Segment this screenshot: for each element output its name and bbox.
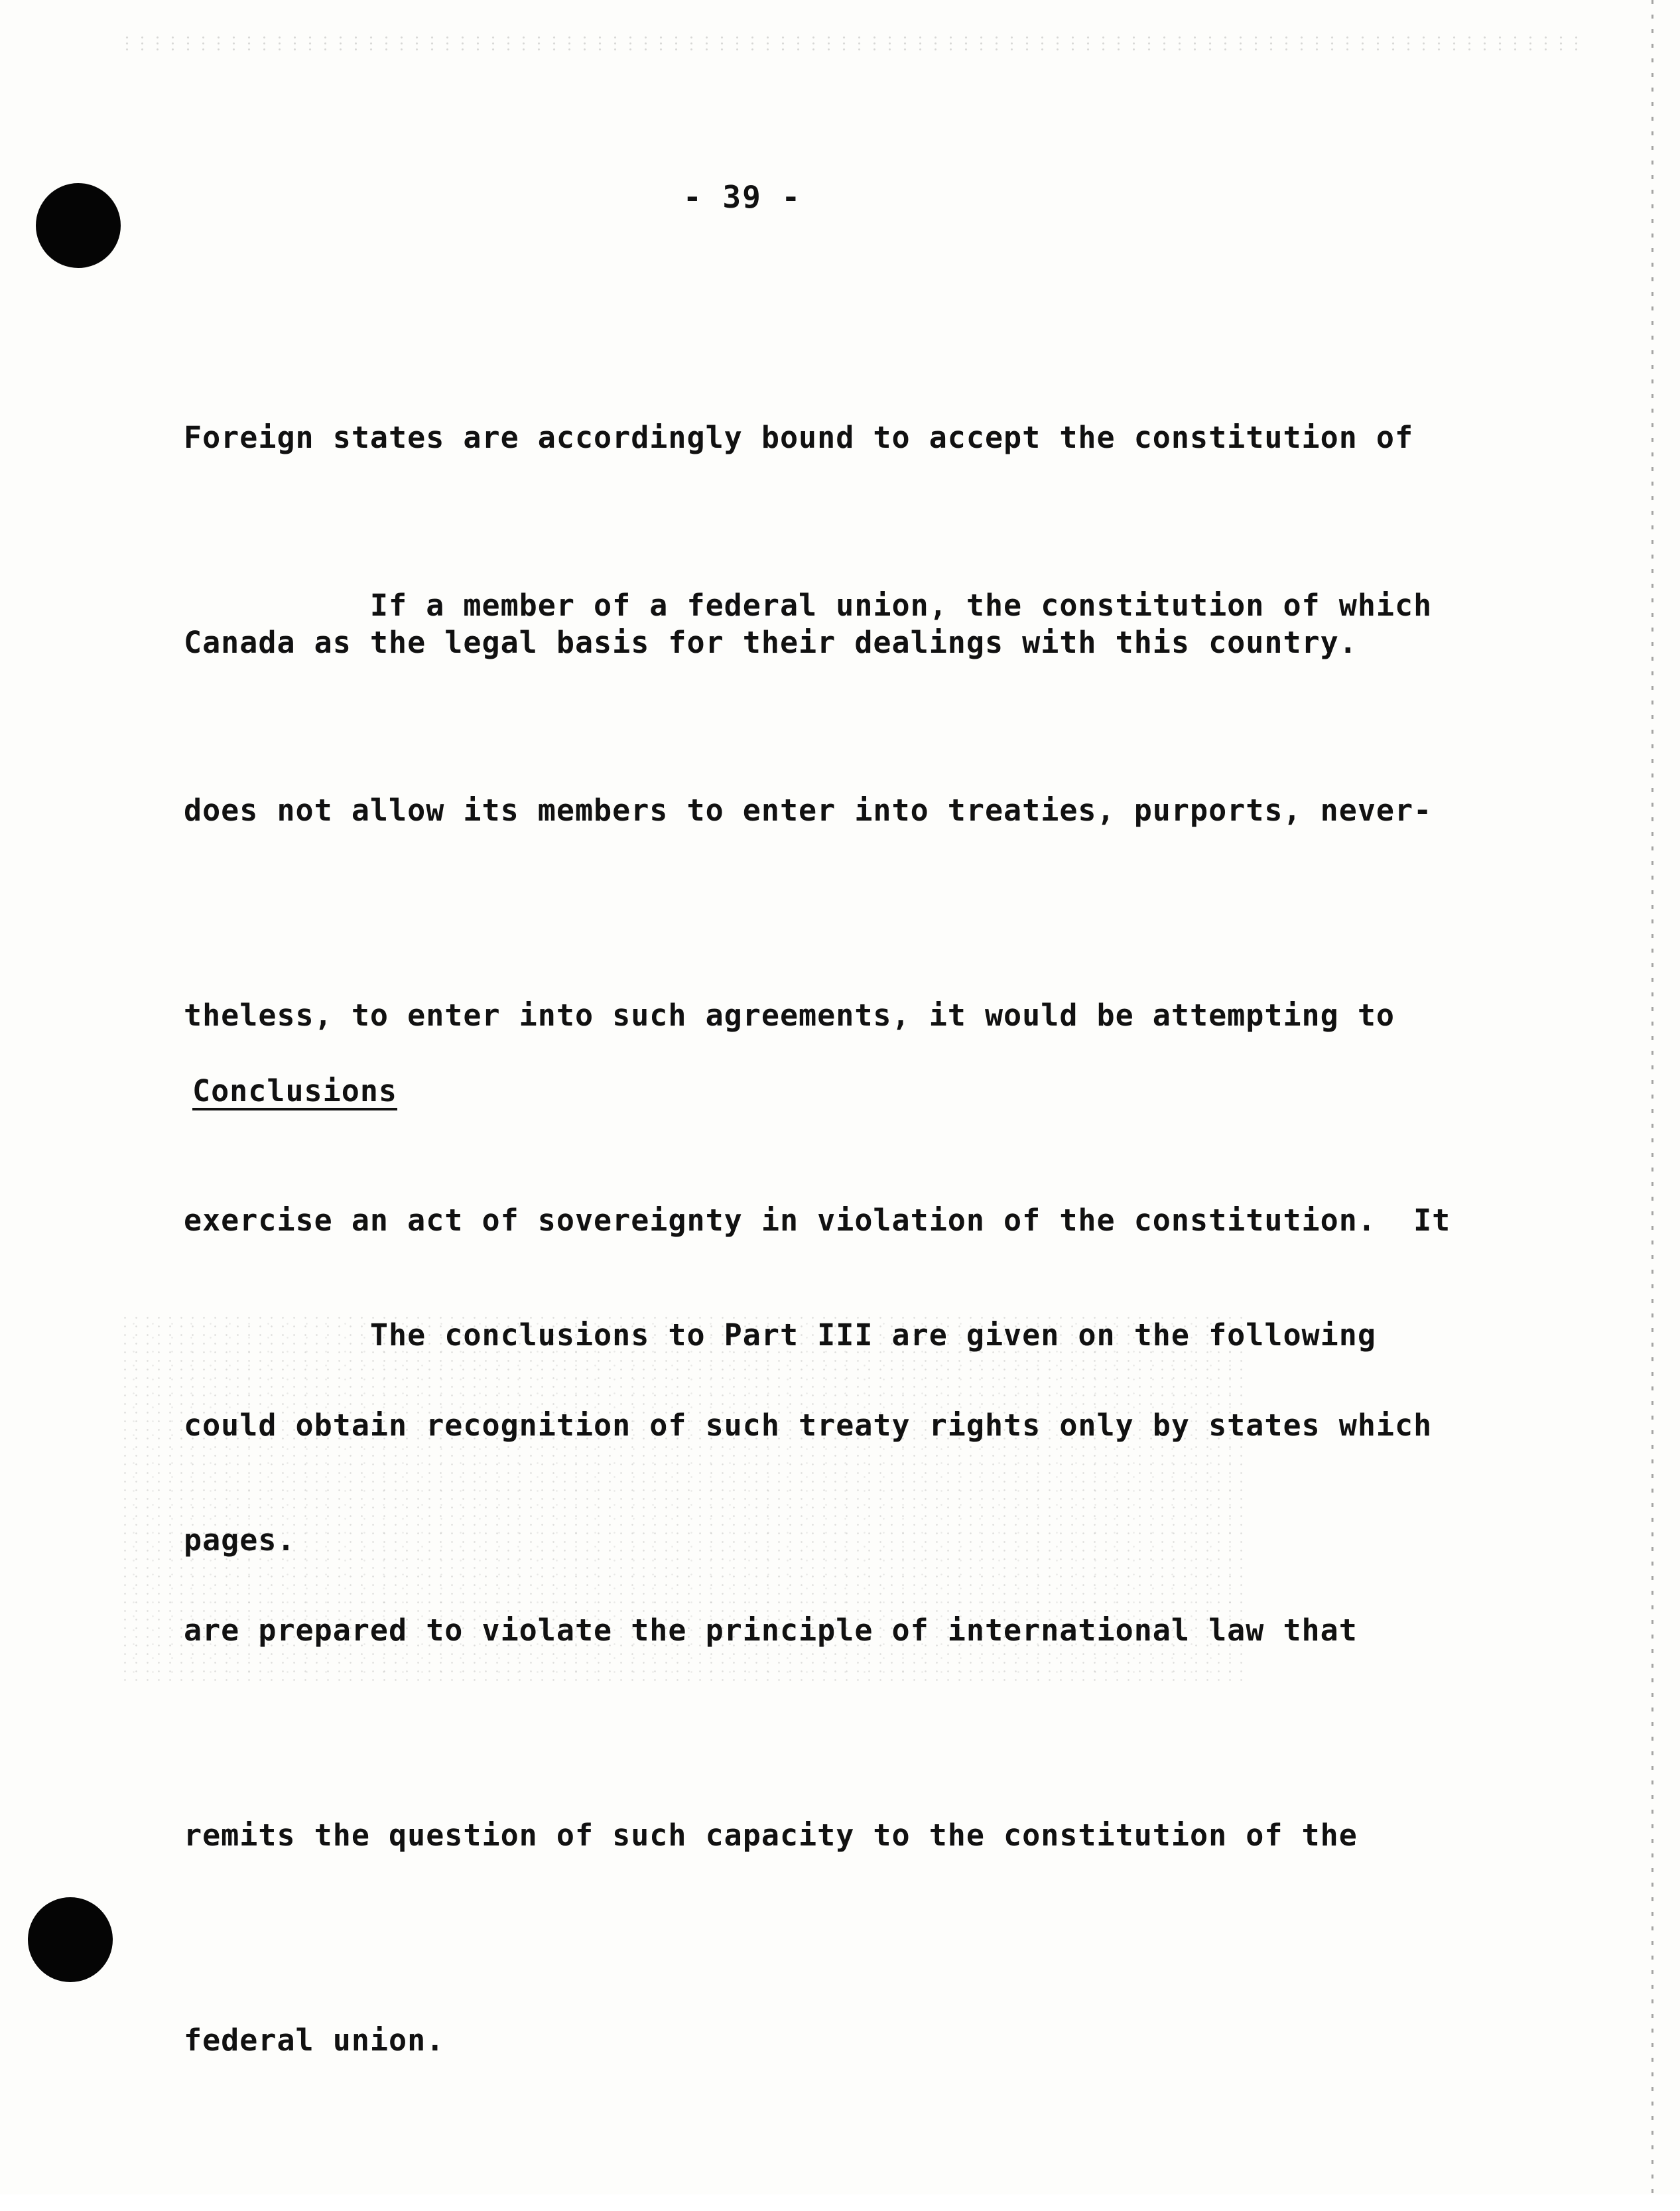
text-line: theless, to enter into such agreements, it would be attempting to bbox=[184, 998, 1395, 1033]
text-line: could obtain recognition of such treaty rights only by states which bbox=[184, 1408, 1433, 1443]
page-edge bbox=[1651, 0, 1653, 2194]
punch-hole-top bbox=[36, 183, 121, 268]
text-line: Canada as the legal basis for their dealings with this country. bbox=[184, 625, 1358, 660]
text-line: federal union. bbox=[184, 2023, 445, 2058]
text-line: pages. bbox=[184, 1522, 296, 1558]
text-line: are prepared to violate the principle of international law that bbox=[184, 1613, 1358, 1648]
text-line: remits the question of such capacity to the constitution of the bbox=[184, 1818, 1358, 1853]
section-heading: Conclusions bbox=[192, 1073, 398, 1108]
text-line: Foreign states are accordingly bound to accept the constitution of bbox=[184, 420, 1414, 455]
paragraph-3 bbox=[184, 1164, 1563, 1711]
text-line: If a member of a federal union, the constitution of which bbox=[184, 588, 1433, 623]
page-number: - 39 - bbox=[683, 179, 802, 215]
scan-noise bbox=[119, 34, 1579, 54]
text-line: does not allow its members to enter into treaties, purports, never- bbox=[184, 793, 1433, 828]
punch-hole-bottom bbox=[28, 1897, 113, 1982]
text-line: The conclusions to Part III are given on the following bbox=[184, 1317, 1376, 1353]
text-line: exercise an act of sovereignty in violation of the constitution. It bbox=[184, 1203, 1451, 1238]
